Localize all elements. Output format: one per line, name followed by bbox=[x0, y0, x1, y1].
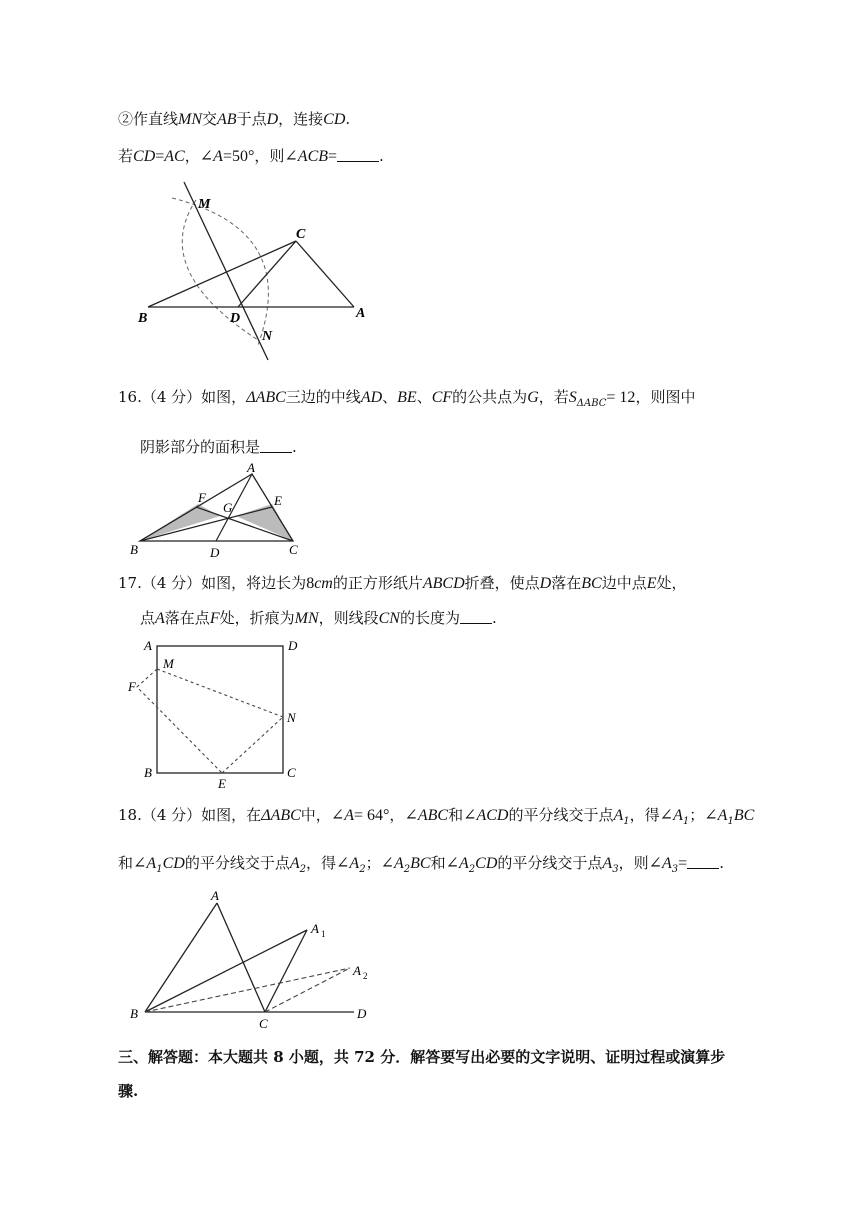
label-e: E bbox=[218, 776, 226, 791]
label-a2: A bbox=[353, 963, 361, 978]
label-b: B bbox=[130, 1006, 138, 1021]
label-c: C bbox=[287, 765, 296, 780]
q16-line1: 16.（4 分）如图，ΔABC三边的中线AD、BE、CF的公共点为G，若$S_{\Delta ABC}= 12$，则图中 bbox=[118, 388, 696, 409]
label-e: E bbox=[274, 493, 282, 508]
q18-line2: 和$\angle A_1CD$的平分线交于点$A_2$，得$\angle A_2$；$\angle A_2BC$和$\angle A_2CD$的平分线交于点$A_3$，则$\angle A_3=$ . bbox=[118, 854, 724, 875]
label-a: A bbox=[247, 460, 255, 475]
q15-step2: ②作直线MN交AB于点D，连接CD. bbox=[118, 110, 351, 128]
label-a2-sub: 2 bbox=[363, 971, 368, 981]
label-f: F bbox=[198, 490, 206, 505]
label-b: B bbox=[138, 311, 148, 326]
label-b: B bbox=[130, 542, 138, 557]
label-a: A bbox=[144, 638, 152, 653]
q15-condition: 若CD=AC，∠A=50°，则∠ACB= . bbox=[118, 147, 384, 165]
label-f: F bbox=[128, 679, 136, 694]
segment-ca2 bbox=[265, 968, 350, 1012]
segment-ba bbox=[145, 903, 217, 1012]
label-b: B bbox=[144, 765, 152, 780]
label-n: N bbox=[262, 329, 273, 344]
label-c: C bbox=[259, 1016, 268, 1031]
label-d: D bbox=[210, 545, 220, 560]
section3-heading: 三、解答题：本大题共 8 小题，共 72 分．解答要写出必要的文字说明、证明过程或演算步 bbox=[118, 1048, 726, 1066]
label-c: C bbox=[296, 227, 306, 242]
label-m: M bbox=[198, 197, 211, 212]
segment-ba1 bbox=[145, 930, 307, 1012]
label-a: A bbox=[211, 888, 219, 903]
q18-line1: 18.（4 分）如图，在ΔABC中，∠A= 64°，∠ABC和∠ACD的平分线交于点$A_1$，得$\angle A_1$；$\angle A_1BC$ bbox=[118, 806, 755, 827]
segment-ba2 bbox=[145, 968, 350, 1012]
q17-line1: 17.（4 分）如图，将边长为8cm的正方形纸片ABCD折叠，使点D落在BC边中点E处， bbox=[118, 574, 687, 592]
label-m: M bbox=[163, 656, 174, 671]
section3-heading-cont: 骤. bbox=[118, 1082, 139, 1100]
label-c: C bbox=[289, 542, 298, 557]
label-g: G bbox=[223, 500, 233, 515]
label-d: D bbox=[288, 638, 298, 653]
label-d: D bbox=[230, 311, 241, 326]
label-d: D bbox=[357, 1006, 367, 1021]
label-a1: A bbox=[311, 921, 319, 936]
q16-line2: 阴影部分的面积是 . bbox=[140, 438, 297, 456]
segment-ac bbox=[217, 903, 265, 1012]
label-a1-sub: 1 bbox=[321, 929, 326, 939]
label-n: N bbox=[287, 710, 296, 725]
segment-ca1 bbox=[265, 930, 307, 1012]
label-a: A bbox=[356, 306, 366, 321]
q17-line2: 点A落在点F处，折痕为MN，则线段CN的长度为 . bbox=[140, 609, 497, 627]
